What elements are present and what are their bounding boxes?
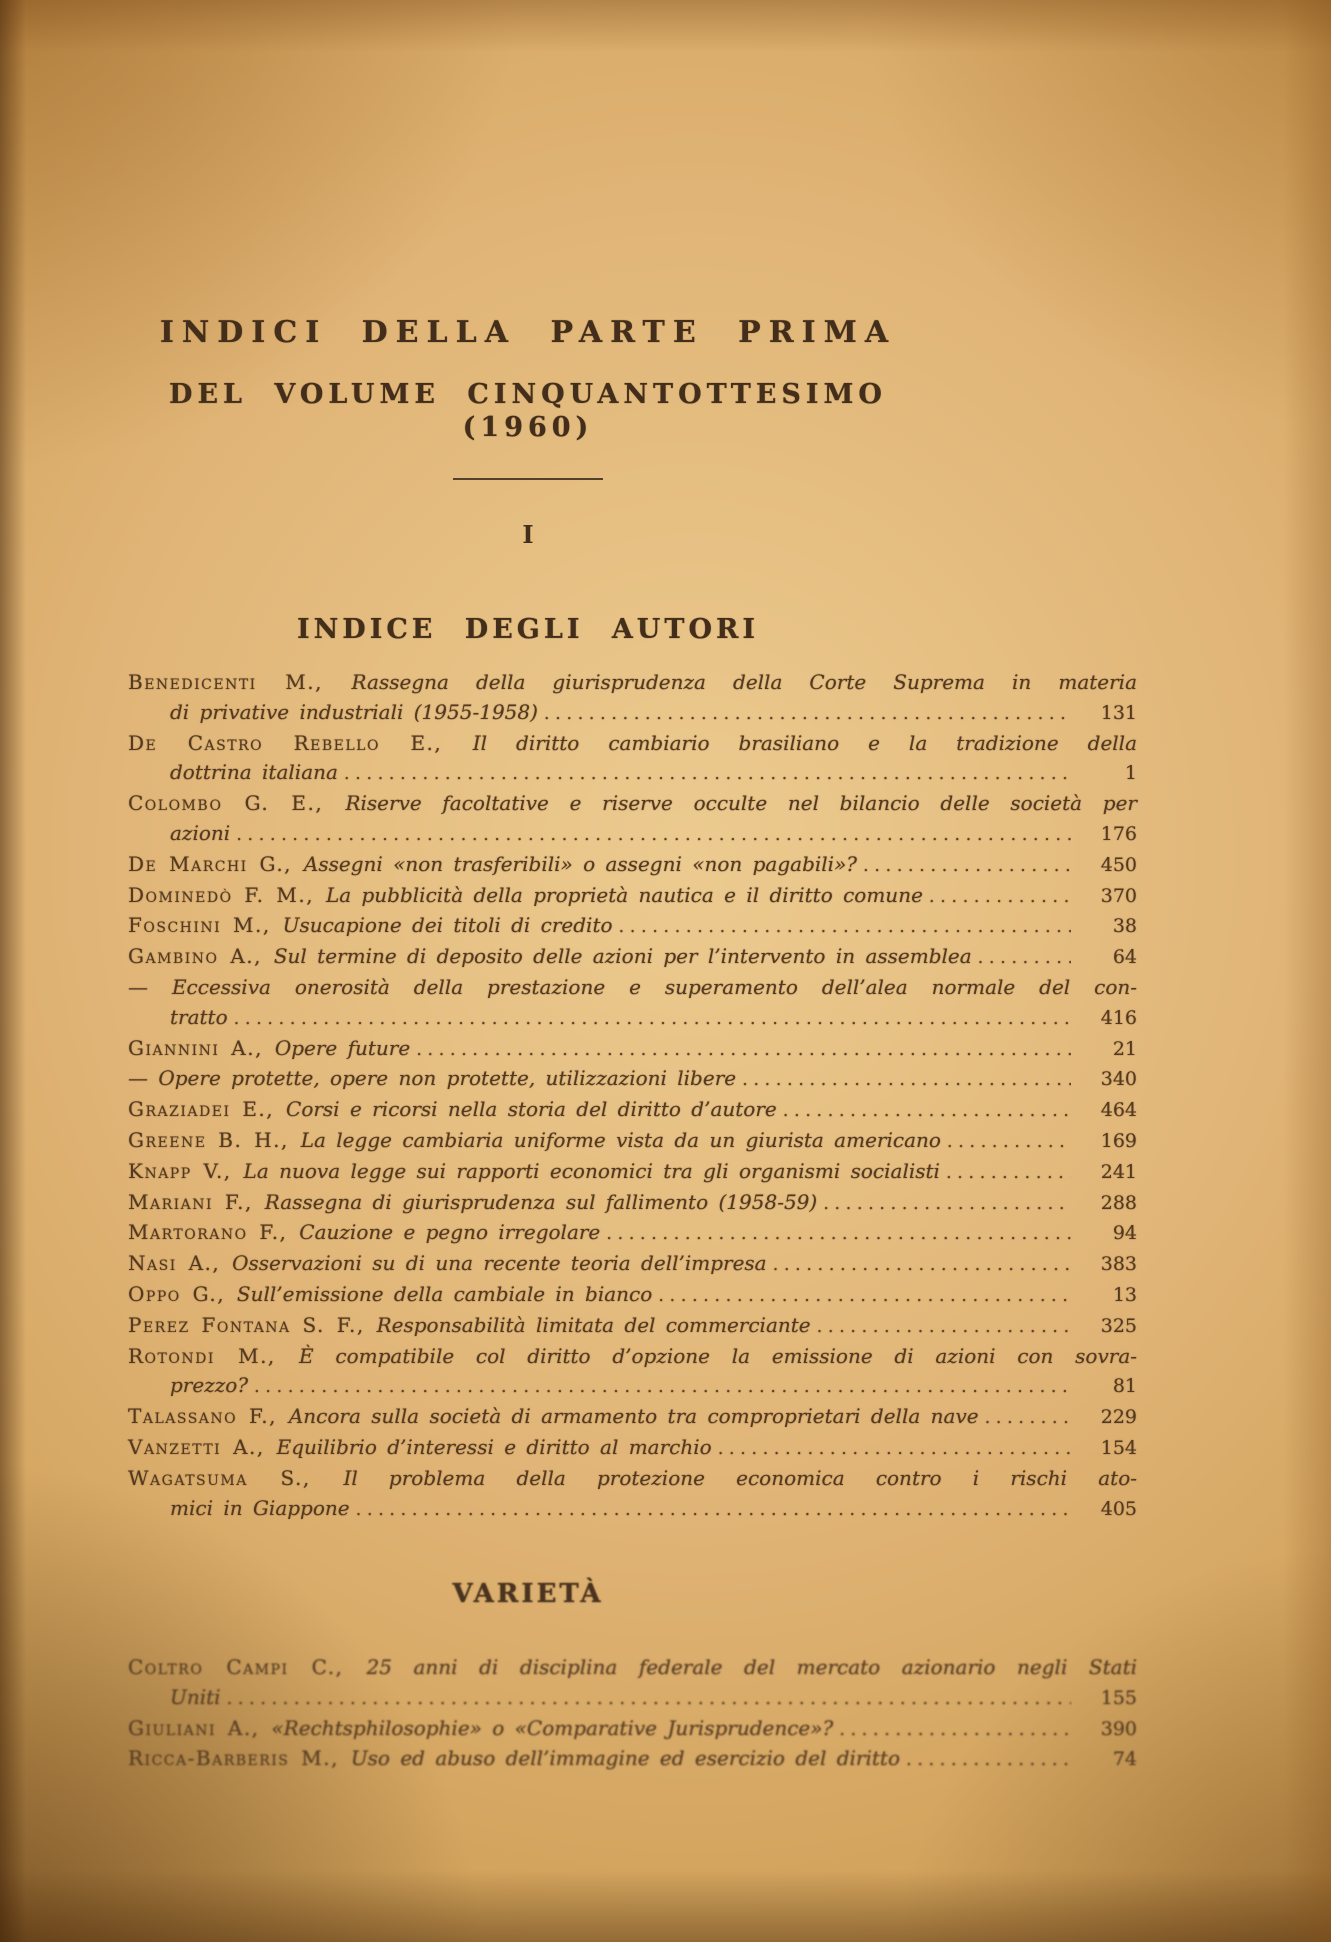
- dot-leader: [839, 1714, 1071, 1745]
- entry-page-number: 81: [1112, 1375, 1137, 1398]
- entry-title: Rassegna di giurisprudenza sul fallimento (1958-59): [264, 1189, 818, 1214]
- entry-page-number: 229: [1100, 1406, 1137, 1429]
- dot-leader: [658, 1280, 1071, 1311]
- index-entry-line: [128, 729, 1137, 759]
- dot-leader: [978, 942, 1071, 973]
- entry-page-number: 370: [1100, 884, 1137, 907]
- index-entry-line: [128, 1188, 1137, 1219]
- entry-author: Martorano F.,: [128, 1220, 288, 1245]
- page-header: [118, 315, 938, 647]
- dot-leader: [823, 1188, 1071, 1219]
- entry-page-number: 416: [1100, 1006, 1137, 1029]
- dot-leader: [906, 1744, 1071, 1775]
- index-title-line2: DEL VOLUME CINQUANTOTTESIMO (1960): [169, 379, 887, 443]
- part-numeral: I: [522, 520, 534, 549]
- dot-leader: [234, 1003, 1071, 1034]
- index-entry-continuation: [128, 1003, 1137, 1034]
- index-entry-line: [128, 973, 1137, 1003]
- entry-page-number: 176: [1100, 822, 1137, 845]
- entry-author: Nasi A.,: [128, 1251, 221, 1276]
- entry-author: Ricca-Barberis M.,: [128, 1746, 339, 1771]
- index-entry-line: [128, 881, 1137, 912]
- authors-index-heading: INDICE DEGLI AUTORI: [296, 614, 760, 645]
- index-entry-line: [128, 1280, 1137, 1311]
- entry-title: Uso ed abuso dell’immagine ed esercizio del diritto: [350, 1746, 900, 1771]
- entry-title: Rassegna della giurisprudenza della Corte Suprema in materia: [351, 670, 1137, 694]
- entry-author: Foschini M.,: [128, 913, 271, 938]
- index-entry-line: [128, 1342, 1137, 1372]
- entry-author: Benedicenti M.,: [128, 670, 323, 694]
- entry-title: Equilibrio d’interessi e diritto al marchio: [276, 1434, 712, 1459]
- entry-title: azioni: [170, 820, 231, 845]
- entry-page-number: 340: [1100, 1068, 1137, 1091]
- index-entry-line: [128, 1714, 1137, 1745]
- entry-title: La pubblicità della proprietà nautica e il diritto comune: [325, 882, 923, 907]
- entry-page-number: 13: [1112, 1283, 1137, 1306]
- entry-page-number: 1: [1124, 762, 1137, 785]
- author-index-list: [128, 668, 1137, 1524]
- dot-leader: [773, 1249, 1071, 1280]
- index-entry-line: [128, 850, 1137, 881]
- entry-page-number: 464: [1100, 1099, 1137, 1122]
- entry-title: Eccessiva onerosità della prestazione e superamento dell’alea normale del con-: [171, 974, 1138, 999]
- entry-author: Perez Fontana S. F.,: [128, 1312, 365, 1337]
- entry-page-number: 21: [1112, 1037, 1137, 1060]
- dot-leader: [344, 758, 1071, 789]
- entry-author: Wagatsuma S.,: [128, 1465, 311, 1490]
- index-entry-line: [128, 1311, 1137, 1342]
- dot-leader: [817, 1311, 1071, 1342]
- entry-author: Rotondi M.,: [128, 1343, 276, 1368]
- entry-title: mici in Giappone: [170, 1495, 350, 1520]
- entry-title: 25 anni di disciplina federale del mercato azionario negli Stati: [366, 1655, 1137, 1679]
- entry-title: La nuova legge sui rapporti economici tra gli organismi socialisti: [243, 1158, 940, 1183]
- index-entry-line: [128, 1249, 1137, 1280]
- index-entry-line: [128, 1402, 1137, 1433]
- entry-author: Gambino A.,: [128, 944, 262, 969]
- entry-title: Corsi e ricorsi nella storia del diritto d’autore: [286, 1097, 777, 1122]
- entry-title: Usucapione dei titoli di credito: [282, 913, 613, 938]
- entry-title: Opere future: [274, 1035, 411, 1060]
- index-entry-line: [128, 1433, 1137, 1464]
- entry-author: Greene B. H.,: [128, 1127, 289, 1152]
- entry-title: Sul termine di deposito delle azioni per l’intervento in assemblea: [273, 944, 972, 969]
- entry-title: Assegni «non trasferibili» o assegni «non pagabili»?: [303, 851, 858, 876]
- entry-page-number: 383: [1100, 1253, 1137, 1276]
- entry-title: Osservazioni su di una recente teoria dell’impresa: [232, 1251, 767, 1276]
- entry-title: Opere protette, opere non protette, utilizzazioni libere: [158, 1066, 737, 1091]
- dot-leader: [606, 1218, 1071, 1249]
- entry-page-number: 38: [1112, 915, 1137, 938]
- dot-leader: [356, 1494, 1071, 1525]
- dot-leader: [946, 1157, 1071, 1188]
- entry-author: Giuliani A.,: [128, 1715, 260, 1740]
- entry-author: Talassano F.,: [128, 1404, 277, 1429]
- entry-page-number: 74: [1112, 1748, 1137, 1771]
- entry-author: Giannini A.,: [128, 1035, 263, 1060]
- dot-leader: [947, 1126, 1071, 1157]
- entry-page-number: 94: [1112, 1222, 1137, 1245]
- entry-title: Sull’emissione della cambiale in bianco: [236, 1281, 653, 1306]
- entry-author: —: [128, 1066, 148, 1091]
- index-entry-line: [128, 789, 1137, 819]
- entry-title: di privative industriali (1955-1958): [170, 699, 538, 724]
- index-entry-line: [128, 1034, 1137, 1065]
- index-title-line1: INDICI DELLA PARTE PRIMA: [159, 315, 897, 350]
- index-entry-line: [128, 668, 1137, 698]
- dot-leader: [254, 1371, 1071, 1402]
- index-entry-line: [128, 1126, 1137, 1157]
- index-entry-line: [128, 942, 1137, 973]
- entry-author: Coltro Campi C.,: [128, 1655, 344, 1679]
- dot-leader: [718, 1433, 1071, 1464]
- entry-title: La legge cambiaria uniforme vista da un giurista americano: [300, 1127, 941, 1152]
- entry-title: dottrina italiana: [170, 760, 338, 785]
- entry-author: Knapp V.,: [128, 1158, 232, 1183]
- dot-leader: [985, 1402, 1071, 1433]
- dot-leader: [929, 881, 1071, 912]
- dot-leader: [236, 819, 1071, 850]
- index-entry-continuation: [128, 758, 1137, 789]
- entry-page-number: 131: [1100, 701, 1137, 724]
- entry-title: «Rechtsphilosophie» o «Comparative Jurisprudence»?: [271, 1715, 834, 1740]
- entry-title: Responsabilità limitata del commerciante: [376, 1312, 811, 1337]
- index-entry-line: [128, 1464, 1137, 1494]
- entry-author: De Marchi G.,: [128, 851, 293, 876]
- entry-title: tratto: [170, 1004, 228, 1029]
- entry-page-number: 241: [1100, 1160, 1137, 1183]
- entry-page-number: 405: [1100, 1497, 1137, 1520]
- dot-leader: [619, 911, 1071, 942]
- index-entry-continuation: [128, 819, 1137, 850]
- entry-page-number: 154: [1100, 1436, 1137, 1459]
- entry-title: È compatibile col diritto d’opzione la emissione di azioni con sovra-: [299, 1343, 1137, 1368]
- varieta-heading: VARIETÀ: [452, 1579, 604, 1609]
- entry-title: Il problema della protezione economica contro i rischi ato-: [343, 1465, 1137, 1490]
- entry-page-number: 288: [1100, 1191, 1137, 1214]
- entry-author: Oppo G.,: [128, 1281, 226, 1306]
- varieta-index-list: [128, 1653, 1137, 1775]
- entry-page-number: 390: [1100, 1717, 1137, 1740]
- index-entry-line: [128, 1744, 1137, 1775]
- index-entry-line: [128, 1157, 1137, 1188]
- entry-author: De Castro Rebello E.,: [128, 730, 443, 755]
- entry-author: Colombo G. E.,: [128, 791, 324, 816]
- dot-leader: [416, 1034, 1071, 1065]
- entry-author: Vanzetti A.,: [128, 1434, 265, 1459]
- index-entry-line: [128, 911, 1137, 942]
- entry-author: —: [128, 974, 148, 999]
- dot-leader: [742, 1064, 1071, 1095]
- index-entry-continuation: [128, 698, 1137, 729]
- index-entry-continuation: [128, 1371, 1137, 1402]
- entry-title: Riserve facoltative e riserve occulte nel bilancio delle società per: [345, 791, 1137, 816]
- entry-page-number: 64: [1112, 946, 1137, 969]
- entry-author: Graziadei E.,: [128, 1097, 275, 1122]
- index-entry-continuation: [128, 1494, 1137, 1525]
- dot-leader: [544, 698, 1071, 729]
- entry-page-number: 169: [1100, 1129, 1137, 1152]
- entry-title: Uniti: [170, 1684, 221, 1709]
- dot-leader: [863, 850, 1071, 881]
- entry-page-number: 155: [1100, 1686, 1137, 1709]
- entry-page-number: 325: [1100, 1314, 1137, 1337]
- index-entry-line: [128, 1653, 1137, 1683]
- entry-title: prezzo?: [170, 1373, 249, 1398]
- dot-leader: [783, 1095, 1071, 1126]
- entry-page-number: 450: [1100, 853, 1137, 876]
- index-entry-line: [128, 1218, 1137, 1249]
- entry-author: Dominedò F. M.,: [128, 882, 315, 907]
- entry-author: Mariani F.,: [128, 1189, 253, 1214]
- dot-leader: [227, 1683, 1071, 1714]
- entry-title: Cauzione e pegno irregolare: [299, 1220, 601, 1245]
- index-entry-line: [128, 1064, 1137, 1095]
- divider-rule: [453, 478, 603, 480]
- varieta-section: [118, 1577, 938, 1611]
- index-entry-continuation: [128, 1683, 1137, 1714]
- entry-title: Il diritto cambiario brasiliano e la tradizione della: [472, 730, 1138, 755]
- entry-title: Ancora sulla società di armamento tra comproprietari della nave: [288, 1404, 979, 1429]
- index-entry-line: [128, 1095, 1137, 1126]
